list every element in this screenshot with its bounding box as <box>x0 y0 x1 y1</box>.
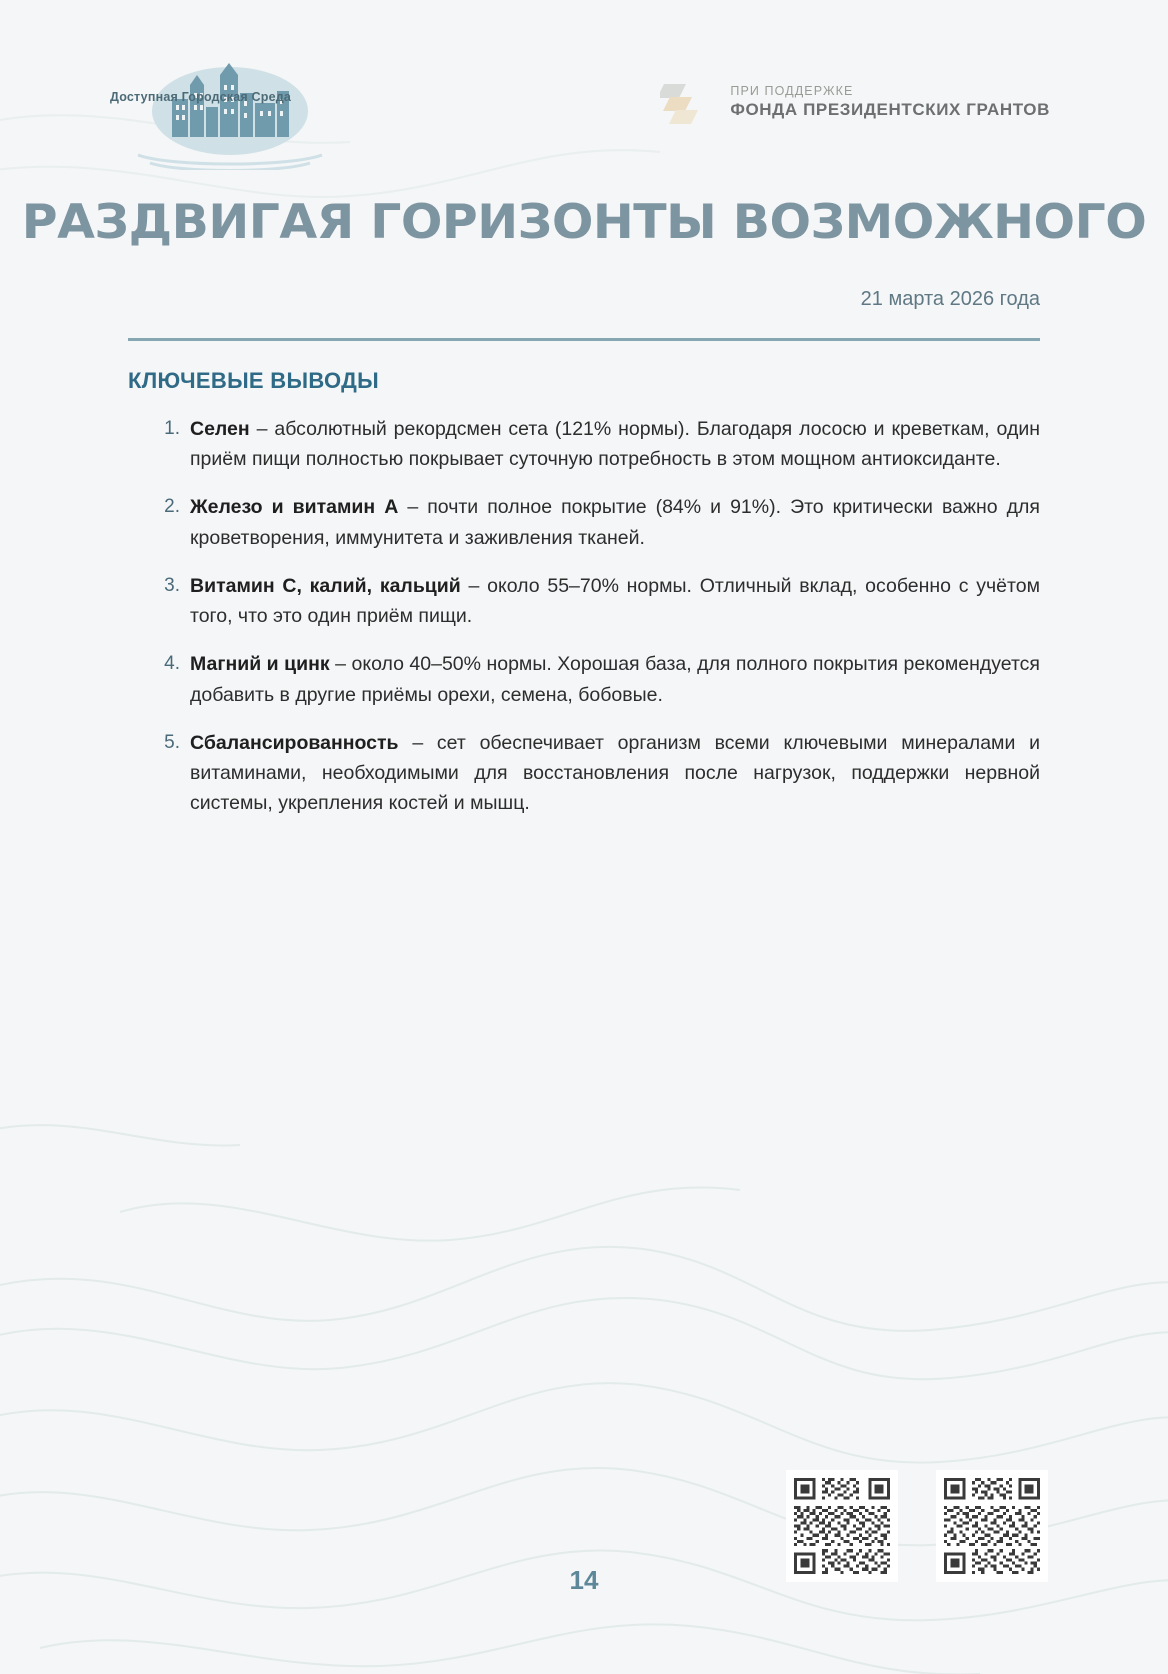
grant-support-block <box>660 78 1050 126</box>
page-title: РАЗДВИГАЯ ГОРИЗОНТЫ ВОЗМОЖНОГО <box>21 195 1147 250</box>
finding-lead: Селен <box>190 418 250 440</box>
presidential-grants-flag-icon <box>660 78 716 126</box>
list-item <box>190 649 1040 709</box>
logo-caption: Доступная Городская Среда <box>109 90 292 104</box>
finding-text: – сет обеспечивает организм всеми ключевыми минералами и витаминами, необходимыми для восстановления после нагрузок, поддержки нервной системы, укрепления костей и мышц. <box>190 731 1040 815</box>
finding-text: – почти полное покрытие (84% и 91%). Это критически важно для кроветворения, иммунитета и заживления тканей. <box>190 496 1040 549</box>
list-item <box>190 728 1040 819</box>
finding-lead: Витамин C, калий, кальций <box>190 574 461 597</box>
list-item <box>190 571 1040 631</box>
qr-code-right[interactable] <box>936 1470 1048 1582</box>
document-date: 21 марта 2026 года <box>860 288 1040 310</box>
finding-lead: Сбалансированность <box>190 731 399 754</box>
grant-fund-name: ФОНДА ПРЕЗИДЕНТСКИХ ГРАНТОВ <box>730 100 1050 120</box>
qr-code-left[interactable] <box>786 1470 898 1582</box>
city-skyline-icon <box>120 55 340 170</box>
finding-text: – около 55–70% нормы. Отличный вклад, особенно с учётом того, что это один приём пищи. <box>190 574 1040 628</box>
finding-lead: Магний и цинк <box>190 653 330 676</box>
finding-text: – около 40–50% нормы. Хорошая база, для полного покрытия рекомендуется добавить в другие приёмы орехи, семена, бобовые. <box>190 653 1040 706</box>
header-divider <box>128 338 1040 341</box>
list-item <box>190 414 1040 474</box>
page-number: 14 <box>569 1565 599 1595</box>
finding-text: – абсолютный рекордсмен сета (121% нормы). Благодаря лососю и креветкам, один приём пищи полностью покрывает суточную потребность в этом мощном антиоксиданте. <box>190 418 1040 471</box>
finding-lead: Железо и витамин А <box>190 496 399 519</box>
list-item <box>190 492 1040 552</box>
page-header <box>0 0 1168 190</box>
qr-code-group <box>786 1470 1048 1582</box>
main-content <box>128 368 1040 836</box>
grant-support-label: ПРИ ПОДДЕРЖКЕ <box>730 83 854 98</box>
section-title: КЛЮЧЕВЫЕ ВЫВОДЫ <box>128 368 379 393</box>
key-findings-list <box>128 414 1040 818</box>
